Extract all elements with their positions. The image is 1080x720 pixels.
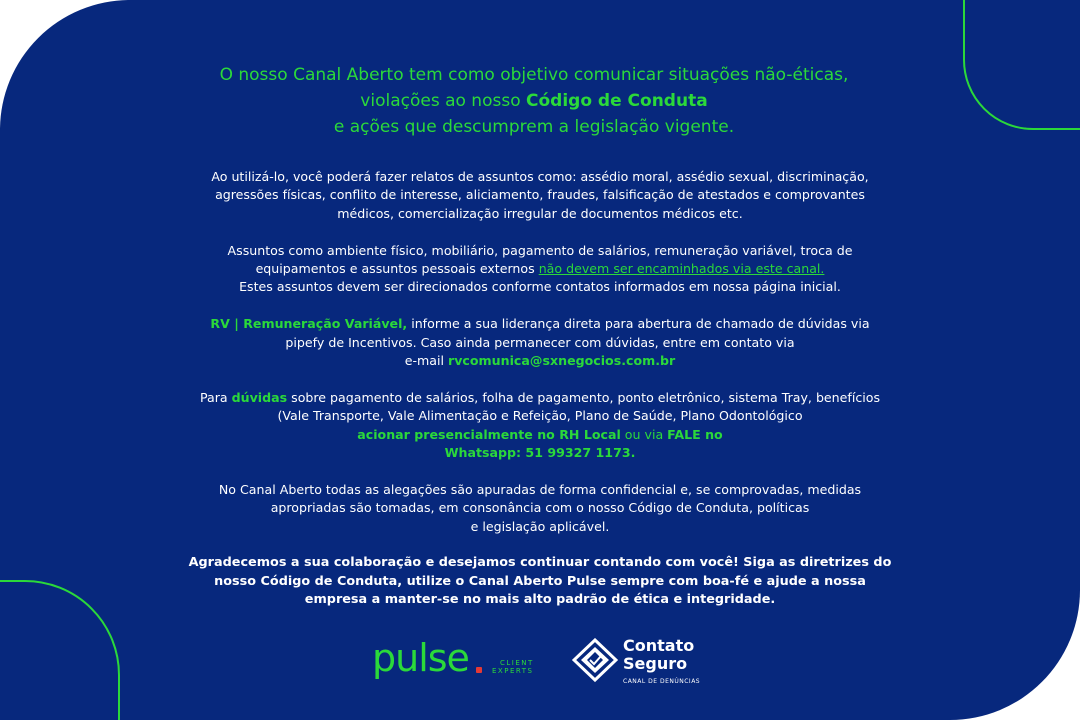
paragraph-line: nosso Código de Conduta, utilize o Canal Aberto Pulse sempre com boa-fé e ajude a nossa	[214, 573, 866, 589]
paragraph-line: médicos, comercialização irregular de documentos médicos etc.	[337, 205, 743, 221]
paragraph-relatos	[110, 168, 970, 223]
pulse-logo-dot	[476, 667, 482, 673]
nao-encaminhar-link[interactable]: não devem ser encaminhados via este canal.	[538, 261, 825, 277]
rh-local-highlight: acionar presencialmente no RH Local	[357, 426, 621, 442]
paragraph-line: ou via	[620, 426, 668, 442]
paragraph-line: No Canal Aberto todas as alegações são apuradas de forma confidencial e, se comprovadas, medidas	[218, 481, 862, 497]
pulse-logo-subtitle	[492, 659, 534, 675]
cs-name-line: Contato	[623, 636, 695, 655]
pulse-sub-line: CLIENT	[500, 659, 534, 667]
duvidas-highlight: dúvidas	[231, 389, 288, 405]
body-text	[110, 168, 970, 628]
rv-email-link[interactable]: rvcomunica@sxnegocios.com.br	[448, 353, 676, 369]
paragraph-line: sobre pagamento de salários, folha de pagamento, ponto eletrônico, sistema Tray, benefícios	[287, 389, 881, 405]
paragraph-line: informe a sua liderança direta para abertura de chamado de dúvidas via	[407, 316, 870, 332]
paragraph-line: Assuntos como ambiente físico, mobiliário, pagamento de salários, remuneração variável, troca de	[227, 242, 853, 258]
rv-label: RV | Remuneração Variável,	[210, 316, 408, 332]
paragraph-remuneracao-variavel	[110, 315, 970, 370]
closing-paragraph	[110, 554, 970, 609]
contato-seguro-wordmark	[623, 637, 694, 673]
cs-name-line: Seguro	[623, 654, 688, 673]
paragraph-line: pipefy de Incentivos. Caso ainda permanecer com dúvidas, entre em contato via	[285, 334, 795, 350]
pulse-logo: pulse	[372, 636, 469, 680]
headline-line-1: O nosso Canal Aberto tem como objetivo comunicar situações não-éticas,	[219, 65, 849, 85]
contato-seguro-tagline: CANAL DE DENÚNCIAS	[623, 678, 701, 685]
paragraph-line: (Vale Transporte, Vale Alimentação e Refeição, Plano de Saúde, Plano Odontológico	[277, 408, 803, 424]
paragraph-line: agressões físicas, conflito de interesse, aliciamento, fraudes, falsificação de atestados e comprovantes	[215, 187, 865, 203]
paragraph-line: Agradecemos a sua colaboração e desejamos continuar contando com você! Siga as diretrizes do	[188, 555, 892, 571]
paragraph-line: Estes assuntos devem ser direcionados conforme contatos informados em nossa página inicial.	[239, 279, 841, 295]
paragraph-line: Para	[199, 389, 232, 405]
paragraph-assuntos-excluidos	[110, 242, 970, 297]
paragraph-line: e-mail	[404, 353, 449, 369]
paragraph-duvidas	[110, 389, 970, 463]
headline-line-2	[60, 88, 1008, 114]
pulse-sub-line: EXPERTS	[492, 667, 534, 675]
contato-seguro-shield-icon	[572, 638, 618, 684]
headline-line-2-text: violações ao nosso	[360, 91, 527, 111]
paragraph-confidencial	[110, 481, 970, 536]
paragraph-line: Ao utilizá-lo, você poderá fazer relatos de assuntos como: assédio moral, assédio sexual, discriminação,	[211, 169, 869, 184]
headline	[60, 62, 1008, 140]
paragraph-line: e legislação aplicável.	[470, 518, 610, 534]
headline-line-3: e ações que descumprem a legislação vigente.	[333, 117, 735, 137]
paragraph-line: equipamentos e assuntos pessoais externos	[255, 261, 539, 277]
fale-highlight: FALE no	[667, 426, 723, 442]
footer-logos	[0, 628, 1080, 698]
whatsapp-contact[interactable]: Whatsapp: 51 99327 1173.	[444, 445, 636, 461]
paragraph-line: apropriadas são tomadas, em consonância com o nosso Código de Conduta, políticas	[270, 500, 810, 516]
paragraph-line: empresa a manter-se no mais alto padrão de ética e integridade.	[304, 592, 776, 608]
codigo-de-conduta-highlight: Código de Conduta	[526, 91, 708, 111]
